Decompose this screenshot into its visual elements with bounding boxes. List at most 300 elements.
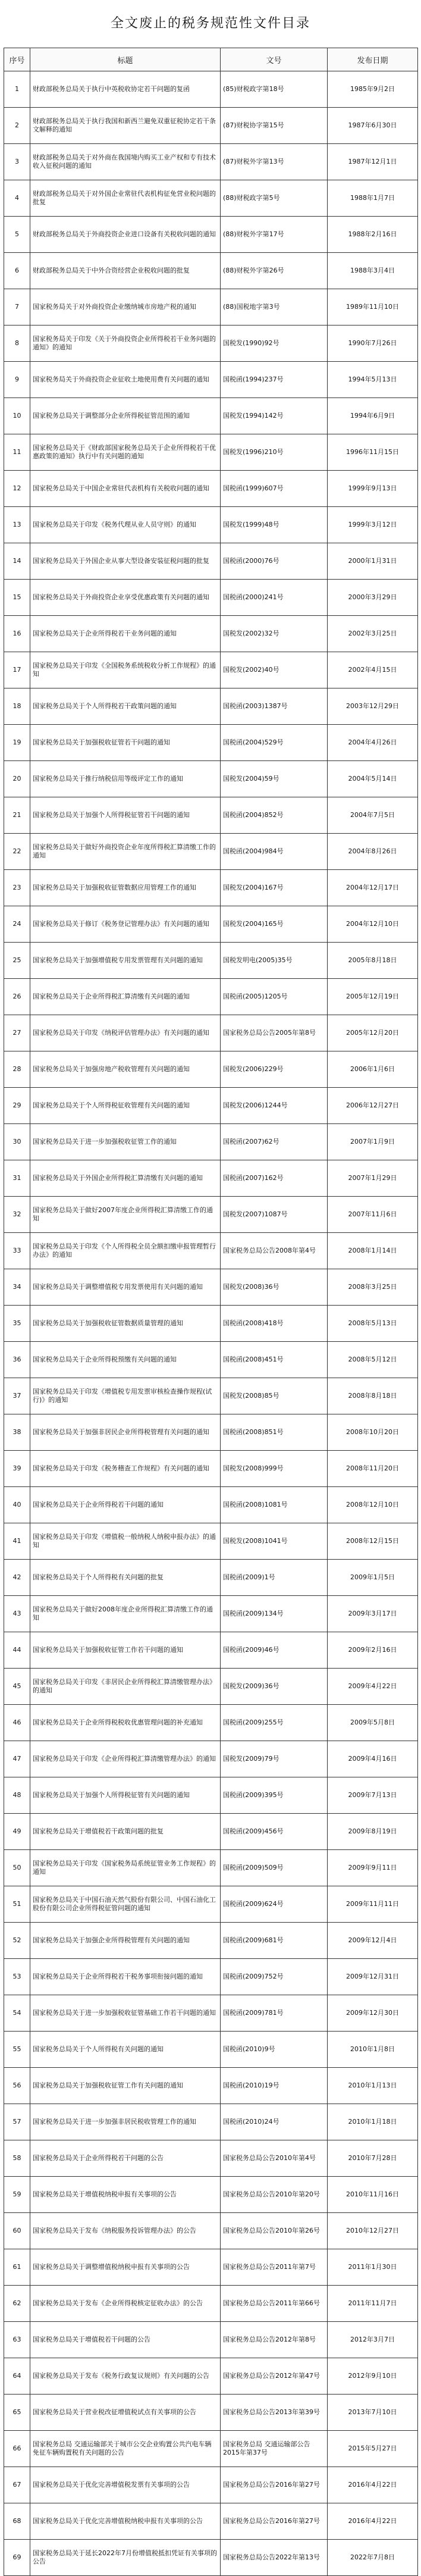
- table-row: [4, 1850, 418, 1886]
- row-publish-date: 2010年12月27日: [328, 2213, 418, 2249]
- row-title: 国家税务总局关于个人所得税若干政策问题的通知: [30, 688, 221, 725]
- row-doc-number: 国税函(2000)76号: [221, 543, 328, 580]
- row-title: 国家税务总局关于企业所得税若干问题的公告: [30, 2140, 221, 2177]
- row-doc-number: 国税发(2002)40号: [221, 652, 328, 688]
- row-serial: 26: [4, 979, 30, 1015]
- row-serial: 10: [4, 398, 30, 434]
- row-doc-number: 国家税务总局公告2011年第7号: [221, 2249, 328, 2286]
- row-publish-date: 1999年9月13日: [328, 471, 418, 507]
- table-row: [4, 543, 418, 580]
- table-row: [4, 1886, 418, 1923]
- row-publish-date: 2007年1月9日: [328, 1124, 418, 1160]
- row-title: 国家税务总局关于个人所得税有关问题的批复: [30, 1560, 221, 1596]
- row-publish-date: 2011年11月7日: [328, 2286, 418, 2322]
- row-serial: 8: [4, 325, 30, 362]
- row-doc-number: 国家税务总局公告2016年第27号: [221, 2467, 328, 2503]
- page-title: 全文废止的税务规范性文件目录: [110, 16, 310, 31]
- row-publish-date: 1988年2月16日: [328, 217, 418, 253]
- row-publish-date: 2008年10月20日: [328, 1414, 418, 1451]
- row-serial: 64: [4, 2358, 30, 2395]
- table-row: [4, 217, 418, 253]
- row-title: 财政部税务总局关于对外商在我国境内购买工业产权和专有技术收入征税问题的通知: [30, 144, 221, 180]
- row-publish-date: 1988年3月4日: [328, 253, 418, 289]
- row-publish-date: 2008年5月12日: [328, 1342, 418, 1378]
- row-publish-date: 2010年1月8日: [328, 2032, 418, 2068]
- row-publish-date: 2008年1月14日: [328, 1233, 418, 1269]
- row-title: 国家税务总局关于中国企业常驻代表机构有关税收问题的通知: [30, 471, 221, 507]
- table-row: [4, 325, 418, 362]
- row-title: 国家税务总局关于加强企业所得税管理有关问题的通知: [30, 1923, 221, 1959]
- table-row: [4, 870, 418, 906]
- table-row: [4, 1160, 418, 1197]
- row-serial: 27: [4, 1015, 30, 1051]
- table-row: [4, 1923, 418, 1959]
- row-serial: 66: [4, 2431, 30, 2467]
- row-serial: 16: [4, 616, 30, 652]
- row-publish-date: 2005年8月18日: [328, 943, 418, 979]
- row-publish-date: 2009年8月19日: [328, 1814, 418, 1850]
- row-publish-date: 2005年12月19日: [328, 979, 418, 1015]
- row-publish-date: 2009年12月31日: [328, 1959, 418, 1995]
- row-title: 国家税务总局关于印发《税务代理从业人员守则》的通知: [30, 507, 221, 543]
- row-publish-date: 2010年1月18日: [328, 2104, 418, 2140]
- row-doc-number: 国家税务总局公告2012年第47号: [221, 2358, 328, 2395]
- row-doc-number: (88)财税外字第26号: [221, 253, 328, 289]
- row-doc-number: 国税发(2008)85号: [221, 1378, 328, 1414]
- document-table: [4, 48, 418, 2576]
- row-serial: 62: [4, 2286, 30, 2322]
- row-serial: 48: [4, 1777, 30, 1814]
- row-title: 国家税务总局关于调整部分企业所得税征管范围的通知: [30, 398, 221, 434]
- row-doc-number: 国家税务总局公告2012年第8号: [221, 2322, 328, 2358]
- table-row: [4, 2503, 418, 2540]
- row-serial: 47: [4, 1741, 30, 1777]
- table-row: [4, 2395, 418, 2431]
- row-title: 国家税务总局关于加强个人所得税征管有关问题的通知: [30, 1777, 221, 1814]
- row-doc-number: (88)财税外字第17号: [221, 217, 328, 253]
- row-serial: 11: [4, 434, 30, 471]
- table-row: [4, 652, 418, 688]
- row-publish-date: 2005年12月20日: [328, 1015, 418, 1051]
- row-publish-date: 1994年5月13日: [328, 362, 418, 398]
- row-serial: 44: [4, 1632, 30, 1669]
- table-row: [4, 2322, 418, 2358]
- row-serial: 14: [4, 543, 30, 580]
- row-serial: 35: [4, 1306, 30, 1342]
- row-title: 国家税务总局关于外国企业从事大型设备安装征税问题的批复: [30, 543, 221, 580]
- row-title: 国家税务总局关于企业所得税税收优惠管理问题的补充通知: [30, 1705, 221, 1741]
- row-serial: 56: [4, 2068, 30, 2104]
- row-title: 国家税务总局关于企业所得税汇算清缴有关问题的通知: [30, 979, 221, 1015]
- row-doc-number: 国家税务总局 交通运输部公告2015年第37号: [221, 2431, 328, 2467]
- row-publish-date: 2006年1月6日: [328, 1051, 418, 1088]
- row-publish-date: 2022年7月8日: [328, 2540, 418, 2576]
- row-serial: 57: [4, 2104, 30, 2140]
- row-serial: 61: [4, 2249, 30, 2286]
- row-serial: 13: [4, 507, 30, 543]
- table-row: [4, 616, 418, 652]
- table-row: [4, 471, 418, 507]
- table-row: [4, 1523, 418, 1560]
- row-title: 国家税务总局关于做好2008年度企业所得税汇算清缴工作的通知: [30, 1596, 221, 1632]
- table-row: [4, 1959, 418, 1995]
- row-serial: 53: [4, 1959, 30, 1995]
- row-doc-number: (88)国税地字第3号: [221, 289, 328, 325]
- row-doc-number: 国税函(2007)62号: [221, 1124, 328, 1160]
- row-publish-date: 2002年4月15日: [328, 652, 418, 688]
- row-serial: 68: [4, 2503, 30, 2540]
- row-publish-date: 2007年11月6日: [328, 1197, 418, 1233]
- row-publish-date: 2008年11月20日: [328, 1451, 418, 1487]
- row-serial: 2: [4, 108, 30, 144]
- row-serial: 29: [4, 1088, 30, 1124]
- row-serial: 51: [4, 1886, 30, 1923]
- row-publish-date: 1987年12月1日: [328, 144, 418, 180]
- row-doc-number: 国税函(2009)681号: [221, 1923, 328, 1959]
- row-title: 国家税务总局关于印发《全国税务系统税收分析工作规程》的通知: [30, 652, 221, 688]
- row-title: 国家税务局关于对外商投资企业缴纳城市房地产税的通知: [30, 289, 221, 325]
- row-doc-number: 国税发(2007)1087号: [221, 1197, 328, 1233]
- row-doc-number: 国税函(1999)607号: [221, 471, 328, 507]
- table-row: [4, 1487, 418, 1523]
- row-serial: 50: [4, 1850, 30, 1886]
- row-doc-number: 国税函(2009)395号: [221, 1777, 328, 1814]
- row-doc-number: 国税函(2005)1205号: [221, 979, 328, 1015]
- table-row: [4, 725, 418, 761]
- row-serial: 25: [4, 943, 30, 979]
- table-row: [4, 2540, 418, 2576]
- table-row: [4, 943, 418, 979]
- row-publish-date: 2008年8月18日: [328, 1378, 418, 1414]
- row-serial: 7: [4, 289, 30, 325]
- table-row: [4, 1378, 418, 1414]
- table-row: [4, 144, 418, 180]
- table-row: [4, 1197, 418, 1233]
- row-title: 国家税务总局关于调整增值税纳税申报有关事项的公告: [30, 2249, 221, 2286]
- table-header-row: [4, 48, 418, 71]
- row-doc-number: 国税发(2006)229号: [221, 1051, 328, 1088]
- row-title: 国家税务局关于印发《关于外商投资企业所得税若干业务问题的通知》的通知: [30, 325, 221, 362]
- row-title: 国家税务局关于外商投资企业征收土地使用费有关问题的通知: [30, 362, 221, 398]
- table-row: [4, 253, 418, 289]
- table-row: [4, 906, 418, 943]
- table-row: [4, 2068, 418, 2104]
- row-title: 国家税务总局关于发布《企业所得税核定征收办法》的公告: [30, 2286, 221, 2322]
- table-row: [4, 2104, 418, 2140]
- row-doc-number: 国税函(2009)255号: [221, 1705, 328, 1741]
- row-publish-date: 2008年12月10日: [328, 1487, 418, 1523]
- row-serial: 24: [4, 906, 30, 943]
- row-doc-number: 国税发(2008)1041号: [221, 1523, 328, 1560]
- row-publish-date: 1999年3月12日: [328, 507, 418, 543]
- row-title: 国家税务总局关于做好2007年度企业所得税汇算清缴工作的通知: [30, 1197, 221, 1233]
- row-title: 国家税务总局关于加强税收征管工作有关问题的通知: [30, 2068, 221, 2104]
- row-serial: 65: [4, 2395, 30, 2431]
- header-serial: 序号: [4, 48, 30, 71]
- table-body: [4, 71, 418, 2576]
- row-serial: 20: [4, 761, 30, 797]
- row-serial: 23: [4, 870, 30, 906]
- row-title: 国家税务总局关于优化完善增值税纳税申报有关事项的公告: [30, 2503, 221, 2540]
- table-row: [4, 507, 418, 543]
- row-publish-date: 2013年7月10日: [328, 2395, 418, 2431]
- table-row: [4, 180, 418, 217]
- row-doc-number: 国税发(2006)1244号: [221, 1088, 328, 1124]
- row-title: 国家税务总局关于印发《增值税一般纳税人纳税申报办法》的通知: [30, 1523, 221, 1560]
- row-serial: 49: [4, 1814, 30, 1850]
- row-doc-number: 国税发(2004)167号: [221, 870, 328, 906]
- row-publish-date: 2000年1月31日: [328, 543, 418, 580]
- row-serial: 32: [4, 1197, 30, 1233]
- row-doc-number: (87)财税外字第13号: [221, 144, 328, 180]
- row-publish-date: 2004年7月5日: [328, 797, 418, 834]
- row-title: 国家税务总局关于做好外商投资企业年度所得税汇算清缴工作的通知: [30, 834, 221, 870]
- row-publish-date: 2009年12月4日: [328, 1923, 418, 1959]
- row-doc-number: 国家税务总局公告2008年第4号: [221, 1233, 328, 1269]
- row-title: 国家税务总局关于进一步加强非居民税收管理工作的通知: [30, 2104, 221, 2140]
- row-serial: 6: [4, 253, 30, 289]
- table-row: [4, 580, 418, 616]
- row-title: 国家税务总局关于营业税改征增值税试点有关事项的公告: [30, 2395, 221, 2431]
- row-title: 国家税务总局关于加强房地产税收管理有关问题的通知: [30, 1051, 221, 1088]
- row-title: 国家税务总局 交通运输部关于城市公交企业购置公共汽电车辆免征车辆购置税有关问题的公告: [30, 2431, 221, 2467]
- row-doc-number: 国税函(2009)1号: [221, 1560, 328, 1596]
- table-row: [4, 1015, 418, 1051]
- table-row: [4, 1777, 418, 1814]
- row-doc-number: 国家税务总局公告2005年第8号: [221, 1015, 328, 1051]
- row-publish-date: 1990年7月26日: [328, 325, 418, 362]
- row-doc-number: 国家税务总局公告2013年第39号: [221, 2395, 328, 2431]
- row-serial: 31: [4, 1160, 30, 1197]
- row-doc-number: 国税函(2009)509号: [221, 1850, 328, 1886]
- row-title: 国家税务总局关于优化完善增值税发票有关事项的公告: [30, 2467, 221, 2503]
- row-title: 国家税务总局关于印发《国家税务局系统征管业务工作规程》的通知: [30, 1850, 221, 1886]
- row-publish-date: 1987年6月30日: [328, 108, 418, 144]
- row-publish-date: 2009年7月13日: [328, 1777, 418, 1814]
- row-serial: 12: [4, 471, 30, 507]
- row-doc-number: (87)财税协字第15号: [221, 108, 328, 144]
- row-title: 国家税务总局关于加强个人所得税征管若干问题的通知: [30, 797, 221, 834]
- row-title: 财政部税务总局关于外商投资企业进口设备有关税收问题的通知: [30, 217, 221, 253]
- table-row: [4, 2358, 418, 2395]
- row-publish-date: 2002年3月25日: [328, 616, 418, 652]
- row-publish-date: 2009年12月30日: [328, 1995, 418, 2032]
- row-serial: 69: [4, 2540, 30, 2576]
- row-publish-date: 2010年11月16日: [328, 2177, 418, 2213]
- table-row: [4, 2177, 418, 2213]
- row-publish-date: 1994年6月9日: [328, 398, 418, 434]
- row-publish-date: 2009年9月11日: [328, 1850, 418, 1886]
- row-serial: 45: [4, 1669, 30, 1705]
- row-doc-number: 国税发(1994)142号: [221, 398, 328, 434]
- row-doc-number: (88)财税政字第5号: [221, 180, 328, 217]
- table-row: [4, 688, 418, 725]
- row-serial: 52: [4, 1923, 30, 1959]
- row-serial: 4: [4, 180, 30, 217]
- row-doc-number: 国税发(2002)32号: [221, 616, 328, 652]
- row-title: 国家税务总局关于企业所得税若干业务问题的通知: [30, 616, 221, 652]
- table-row: [4, 1451, 418, 1487]
- row-title: 国家税务总局关于加强非居民企业所得税管理有关问题的通知: [30, 1414, 221, 1451]
- table-row: [4, 1342, 418, 1378]
- row-title: 国家税务总局关于加强税收征管若干问题的通知: [30, 725, 221, 761]
- row-title: 国家税务总局关于调整增值税专用发票使用有关问题的通知: [30, 1269, 221, 1306]
- row-publish-date: 2011年1月30日: [328, 2249, 418, 2286]
- table-row: [4, 289, 418, 325]
- row-title: 国家税务总局关于个人所得税有关问题的通知: [30, 2032, 221, 2068]
- row-title: 国家税务总局关于印发《纳税评估管理办法》有关问题的通知: [30, 1015, 221, 1051]
- row-serial: 43: [4, 1596, 30, 1632]
- table-row: [4, 1124, 418, 1160]
- row-doc-number: 国税函(2010)9号: [221, 2032, 328, 2068]
- row-doc-number: 国税函(2004)852号: [221, 797, 328, 834]
- row-publish-date: 2004年12月10日: [328, 906, 418, 943]
- table-row: [4, 834, 418, 870]
- table-row: [4, 108, 418, 144]
- table-row: [4, 1051, 418, 1088]
- row-serial: 60: [4, 2213, 30, 2249]
- row-title: 国家税务总局关于外国企业所得税汇算清缴有关问题的通知: [30, 1160, 221, 1197]
- table-row: [4, 362, 418, 398]
- row-title: 国家税务总局关于加强增值税专用发票管理有关问题的通知: [30, 943, 221, 979]
- row-title: 财政部税务总局关于对外国企业常驻代表机构征免营业税问题的批复: [30, 180, 221, 217]
- row-title: 国家税务总局关于加强税收征管数据应用管理工作的通知: [30, 870, 221, 906]
- row-publish-date: 2000年3月29日: [328, 580, 418, 616]
- table-row: [4, 2431, 418, 2467]
- row-publish-date: 2003年12月29日: [328, 688, 418, 725]
- row-doc-number: 国税函(2009)781号: [221, 1995, 328, 2032]
- row-publish-date: 2008年12月15日: [328, 1523, 418, 1560]
- row-doc-number: 国家税务总局公告2016年第27号: [221, 2503, 328, 2540]
- row-publish-date: 2009年5月8日: [328, 1705, 418, 1741]
- row-serial: 46: [4, 1705, 30, 1741]
- row-serial: 34: [4, 1269, 30, 1306]
- row-publish-date: 2009年4月22日: [328, 1669, 418, 1705]
- row-title: 国家税务总局关于加强税收征管工作若干问题的通知: [30, 1632, 221, 1669]
- row-publish-date: 2004年4月26日: [328, 725, 418, 761]
- row-doc-number: 国税函(1994)237号: [221, 362, 328, 398]
- row-publish-date: 2010年7月28日: [328, 2140, 418, 2177]
- row-doc-number: 国家税务总局公告2010年第26号: [221, 2213, 328, 2249]
- row-title: 国家税务总局关于加强税收征管数据质量管理的通知: [30, 1306, 221, 1342]
- header-publish-date: 发布日期: [328, 48, 418, 71]
- row-doc-number: 国税函(2008)851号: [221, 1414, 328, 1451]
- row-doc-number: 国税发(2004)59号: [221, 761, 328, 797]
- table-row: [4, 1995, 418, 2032]
- row-doc-number: 国家税务总局公告2022年第13号: [221, 2540, 328, 2576]
- row-doc-number: 国税发(2004)165号: [221, 906, 328, 943]
- row-title: 国家税务总局关于发布《税务行政复议规则》有关问题的公告: [30, 2358, 221, 2395]
- row-title: 国家税务总局关于外商投资企业享受优惠政策有关问题的通知: [30, 580, 221, 616]
- row-doc-number: 国税发(1999)48号: [221, 507, 328, 543]
- row-title: 财政部税务总局关于执行中英税收协定若干问题的复函: [30, 71, 221, 108]
- row-serial: 38: [4, 1414, 30, 1451]
- row-serial: 28: [4, 1051, 30, 1088]
- row-doc-number: (85)财税政字第18号: [221, 71, 328, 108]
- row-title: 国家税务总局关于企业所得税若干问题的通知: [30, 1487, 221, 1523]
- row-publish-date: 1988年1月7日: [328, 180, 418, 217]
- row-serial: 22: [4, 834, 30, 870]
- row-doc-number: 国税函(2009)624号: [221, 1886, 328, 1923]
- row-doc-number: 国税发(1990)92号: [221, 325, 328, 362]
- row-title: 国家税务总局关于印发《税务稽查工作规程》有关问题的通知: [30, 1451, 221, 1487]
- row-doc-number: 国家税务总局公告2010年第4号: [221, 2140, 328, 2177]
- table-row: [4, 2467, 418, 2503]
- row-publish-date: 2008年3月25日: [328, 1269, 418, 1306]
- row-publish-date: 2009年2月16日: [328, 1632, 418, 1669]
- table-row: [4, 398, 418, 434]
- row-title: 国家税务总局关于增值税若干政策问题的批复: [30, 1814, 221, 1850]
- row-publish-date: 2009年1月5日: [328, 1560, 418, 1596]
- row-doc-number: 国税函(2004)984号: [221, 834, 328, 870]
- row-title: 国家税务总局关于进一步加强税收征管基础工作若干问题的通知: [30, 1995, 221, 2032]
- table-row: [4, 979, 418, 1015]
- row-serial: 18: [4, 688, 30, 725]
- row-publish-date: 2004年8月26日: [328, 834, 418, 870]
- row-doc-number: 国税函(2008)451号: [221, 1342, 328, 1378]
- row-title: 国家税务总局关于增值税若干问题的公告: [30, 2322, 221, 2358]
- row-serial: 33: [4, 1233, 30, 1269]
- row-publish-date: 2015年5月27日: [328, 2431, 418, 2467]
- row-serial: 3: [4, 144, 30, 180]
- row-doc-number: 国税函(2003)1387号: [221, 688, 328, 725]
- table-row: [4, 1088, 418, 1124]
- table-row: [4, 71, 418, 108]
- row-doc-number: 国税发(2008)999号: [221, 1451, 328, 1487]
- table-row: [4, 2286, 418, 2322]
- row-publish-date: 2010年1月13日: [328, 2068, 418, 2104]
- row-doc-number: 国税函(2009)46号: [221, 1632, 328, 1669]
- table-row: [4, 797, 418, 834]
- row-doc-number: 国家税务总局公告2010年第20号: [221, 2177, 328, 2213]
- row-serial: 5: [4, 217, 30, 253]
- row-publish-date: 1989年11月10日: [328, 289, 418, 325]
- row-doc-number: 国税发(2009)79号: [221, 1741, 328, 1777]
- row-title: 国家税务总局关于印发《个人所得税全员全额扣缴申报管理暂行办法》的通知: [30, 1233, 221, 1269]
- row-publish-date: 2012年3月7日: [328, 2322, 418, 2358]
- row-serial: 42: [4, 1560, 30, 1596]
- row-doc-number: 国税发(2008)36号: [221, 1269, 328, 1306]
- row-publish-date: 1985年9月2日: [328, 71, 418, 108]
- row-title: 国家税务总局关于印发《增值税专用发票审核检查操作规程(试行)》的通知: [30, 1378, 221, 1414]
- row-publish-date: 2007年1月29日: [328, 1160, 418, 1197]
- row-serial: 67: [4, 2467, 30, 2503]
- row-publish-date: 2008年5月13日: [328, 1306, 418, 1342]
- table-row: [4, 1632, 418, 1669]
- table-row: [4, 1596, 418, 1632]
- row-serial: 30: [4, 1124, 30, 1160]
- row-publish-date: 2016年4月22日: [328, 2503, 418, 2540]
- row-title: 国家税务总局关于发布《纳税服务投诉管理办法》的公告: [30, 2213, 221, 2249]
- table-row: [4, 2213, 418, 2249]
- row-title: 国家税务总局关于个人所得税征收管理有关问题的通知: [30, 1088, 221, 1124]
- table-row: [4, 2249, 418, 2286]
- table-row: [4, 1306, 418, 1342]
- row-serial: 54: [4, 1995, 30, 2032]
- row-doc-number: 国税函(2009)134号: [221, 1596, 328, 1632]
- row-doc-number: 国税函(2000)241号: [221, 580, 328, 616]
- row-publish-date: 2006年12月27日: [328, 1088, 418, 1124]
- row-publish-date: 2009年11月11日: [328, 1886, 418, 1923]
- row-title: 国家税务总局关于增值税纳税申报有关事项的公告: [30, 2177, 221, 2213]
- row-serial: 15: [4, 580, 30, 616]
- table-row: [4, 2032, 418, 2068]
- row-serial: 36: [4, 1342, 30, 1378]
- row-doc-number: 国税函(2010)24号: [221, 2104, 328, 2140]
- row-doc-number: 国税函(2008)1081号: [221, 1487, 328, 1523]
- row-serial: 39: [4, 1451, 30, 1487]
- row-publish-date: 2016年4月22日: [328, 2467, 418, 2503]
